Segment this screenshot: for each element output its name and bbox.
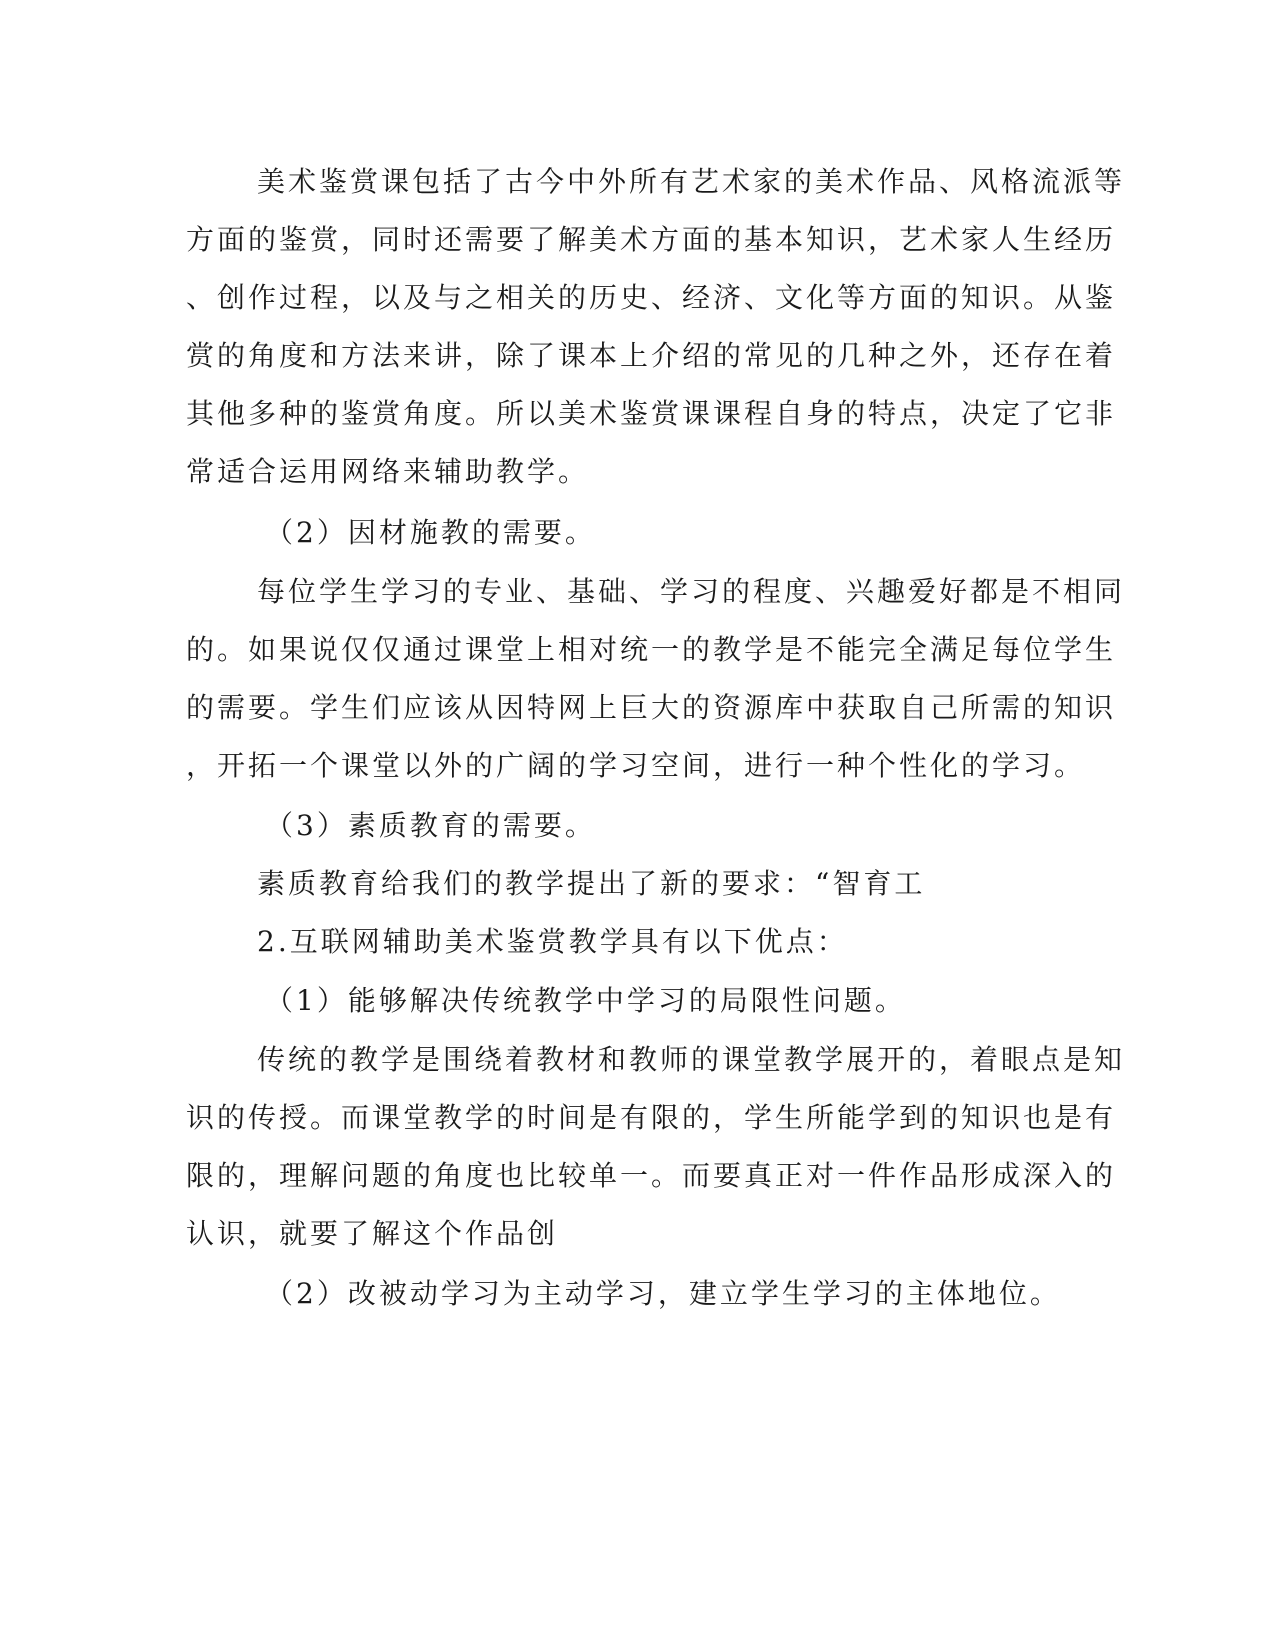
paragraph-1-line-5: 其他多种的鉴赏角度。所以美术鉴赏课课程自身的特点，决定了它非 (186, 397, 1117, 430)
paragraph-1-line-3: 、创作过程，以及与之相关的历史、经济、文化等方面的知识。从鉴 (186, 281, 1117, 314)
paragraph-2-line-1: 每位学生学习的专业、基础、学习的程度、兴趣爱好都是不相同 (257, 575, 1126, 608)
paragraph-4-line-3: 限的，理解问题的角度也比较单一。而要真正对一件作品形成深入的 (186, 1159, 1117, 1192)
subheading-1: （1）能够解决传统教学中学习的局限性问题。 (265, 984, 906, 1017)
paragraph-1-line-4: 赏的角度和方法来讲，除了课本上介绍的常见的几种之外，还存在着 (186, 339, 1117, 372)
paragraph-1-line-6: 常适合运用网络来辅助教学。 (186, 455, 590, 488)
paragraph-4-line-2: 识的传授。而课堂教学的时间是有限的，学生所能学到的知识也是有 (186, 1101, 1117, 1134)
subheading-2-active-learning: （2）改被动学习为主动学习，建立学生学习的主体地位。 (265, 1277, 1061, 1310)
subheading-3: （3）素质教育的需要。 (265, 809, 596, 842)
paragraph-1-line-1: 美术鉴赏课包括了古今中外所有艺术家的美术作品、风格流派等 (257, 165, 1126, 198)
paragraph-1-line-2: 方面的鉴赏，同时还需要了解美术方面的基本知识，艺术家人生经历 (186, 223, 1117, 256)
paragraph-2-line-2: 的。如果说仅仅通过课堂上相对统一的教学是不能完全满足每位学生 (186, 633, 1117, 666)
section-heading-2: 2.互联网辅助美术鉴赏教学具有以下优点： (257, 925, 848, 958)
paragraph-3-line-1: 素质教育给我们的教学提出了新的要求：“智育工 (257, 867, 926, 900)
paragraph-4-line-1: 传统的教学是围绕着教材和教师的课堂教学展开的，着眼点是知 (257, 1043, 1126, 1076)
paragraph-2-line-4: ，开拓一个课堂以外的广阔的学习空间，进行一种个性化的学习。 (186, 749, 1086, 782)
paragraph-2-line-3: 的需要。学生们应该从因特网上巨大的资源库中获取自己所需的知识 (186, 691, 1117, 724)
subheading-2: （2）因材施教的需要。 (265, 516, 596, 549)
paragraph-4-line-4: 认识，就要了解这个作品创 (186, 1217, 559, 1250)
